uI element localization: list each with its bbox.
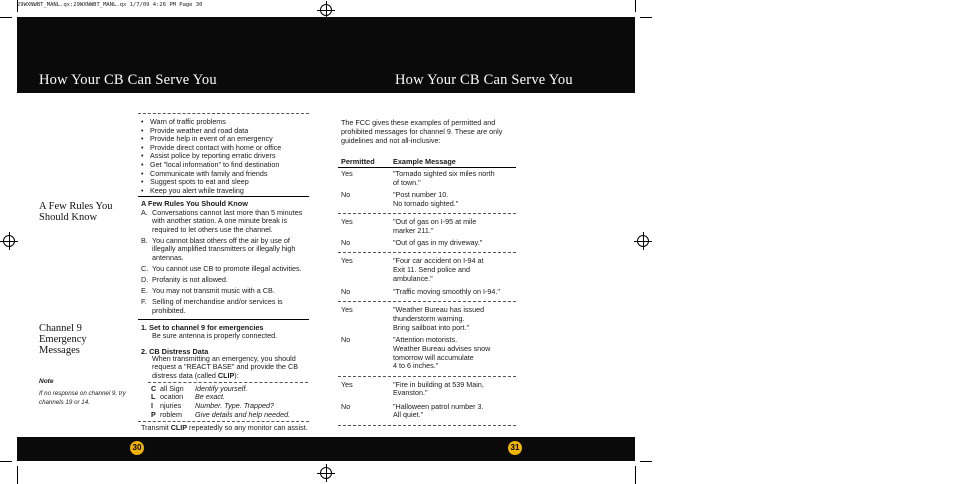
crop-mark [635, 0, 636, 12]
list-item: • Get "local information" to find destination [141, 160, 280, 169]
footer-band [17, 437, 635, 461]
side-heading-rules: A Few Rules You Should Know [39, 201, 113, 223]
registration-mark-icon [3, 235, 15, 247]
page-number-right: 31 [508, 441, 522, 455]
crop-mark [640, 17, 652, 18]
divider [138, 196, 309, 197]
list-item: • Keep you alert while traveling [141, 185, 244, 195]
rules-title: A Few Rules You Should Know [141, 199, 248, 208]
rule-item: D. Profanity is not allowed. [141, 275, 228, 284]
example-message: "Four car accident on I-94 at Exit 11. Send police and ambulance." [393, 256, 484, 283]
list-item: • Assist police by reporting erratic drivers [141, 151, 276, 161]
registration-mark-icon [637, 235, 649, 247]
crop-mark [17, 0, 18, 12]
divider [338, 376, 516, 377]
example-message: "Traffic moving smoothly on I-94." [393, 287, 500, 296]
list-item: • Communicate with family and friends [141, 168, 268, 178]
example-permitted: Yes [341, 379, 353, 389]
divider [338, 167, 516, 168]
column-header-permitted: Permitted [341, 157, 375, 166]
step1-text: Be sure antenna is properly connected. [152, 331, 278, 340]
right-page-header: How Your CB Can Serve You [395, 72, 573, 88]
example-message: "Fire in building at 539 Main, Evanston." [393, 379, 484, 398]
rule-item: E. You may not transmit music with a CB. [141, 286, 275, 295]
crop-mark [0, 17, 12, 18]
example-permitted: No [341, 238, 351, 247]
rule-item: F. Selling of merchandise and/or services is prohibited. [141, 297, 283, 315]
left-page-header: How Your CB Can Serve You [39, 72, 217, 88]
example-message: "Post number 10. No tornado sighted." [393, 190, 459, 208]
note-text: If no response on channel 9, try channels 19 or 14. [39, 390, 126, 406]
list-item: • Suggest spots to eat and sleep [141, 177, 249, 187]
example-permitted: No [341, 190, 351, 199]
example-permitted: Yes [341, 217, 353, 226]
step2-text: When transmitting an emergency, you should request a "REACT BASE" and provide the CB distress data (called CLIP): [152, 353, 298, 380]
example-permitted: No [341, 335, 351, 344]
list-item: • Provide direct contact with home or office [141, 142, 282, 152]
example-permitted: No [341, 287, 351, 296]
divider [138, 319, 309, 320]
step2-title: 2. CB Distress Data [141, 347, 209, 356]
example-message: "Out of gas on I-95 at mile marker 211." [393, 217, 477, 235]
divider [338, 301, 516, 302]
example-message: "Attention motorists. Weather Bureau advises snow tomorrow will accumulate 4 to 6 inches." [393, 335, 491, 371]
example-message: "Halloween patrol number 3. All quiet." [393, 401, 484, 420]
example-permitted: Yes [341, 305, 353, 314]
fcc-intro: The FCC gives these examples of permitted and prohibited messages for channel 9. These are only guidelines and not all-inclusive: [341, 118, 503, 145]
example-permitted: No [341, 401, 351, 411]
example-message: "Weather Bureau has issued thunderstorm warning. Bring sailboat into port." [393, 305, 485, 332]
example-message: "Out of gas in my driveway." [393, 238, 483, 247]
rule-item: A. Conversations cannot last more than 5 minutes with another station. A one minute break is required to let others use the channel. [141, 207, 303, 234]
crop-mark [0, 461, 12, 462]
registration-mark-icon [320, 467, 332, 479]
rule-item: B. You cannot blast others off the air by use of illegally amplified transmitters or illegally high antennas. [141, 235, 296, 262]
clip-row: C all Sign Identify yourself. [151, 383, 248, 393]
list-item: • Provide help in event of an emergency [141, 134, 273, 144]
example-permitted: Yes [341, 169, 353, 178]
crop-mark [635, 466, 636, 484]
divider [338, 213, 516, 214]
divider [138, 421, 309, 422]
rule-item: C. You cannot use CB to promote illegal activities. [141, 264, 302, 273]
divider [338, 425, 516, 426]
step1-title: 1. Set to channel 9 for emergencies [141, 322, 264, 332]
clip-row: I njuries Number. Type. Trapped? [151, 401, 274, 411]
list-item: • Warn of traffic problems [141, 117, 226, 126]
column-header-message: Example Message [393, 157, 456, 166]
crop-mark [17, 466, 18, 484]
crop-mark [640, 461, 652, 462]
transmit-text: Transmit CLIP repeatedly so any monitor can assist. [141, 423, 308, 432]
clip-row: L ocation Be exact. [151, 392, 225, 402]
registration-mark-icon [320, 4, 332, 16]
note-title: Note [39, 378, 54, 385]
divider [338, 252, 516, 253]
side-heading-channel9: Channel 9 Emergency Messages [39, 323, 87, 356]
example-permitted: Yes [341, 256, 353, 265]
page-number-left: 30 [130, 441, 144, 455]
print-slug: 29WXNWBT_MANL.qx:29WXNWBT_MANL.qx 1/7/09 4:26 PM Page 30 [17, 2, 203, 8]
clip-row: P roblem Give details and help needed. [151, 409, 291, 419]
example-message: "Tornado sighted six miles north of town." [393, 169, 495, 187]
divider [138, 113, 309, 114]
list-item: • Provide weather and road data [141, 125, 249, 135]
